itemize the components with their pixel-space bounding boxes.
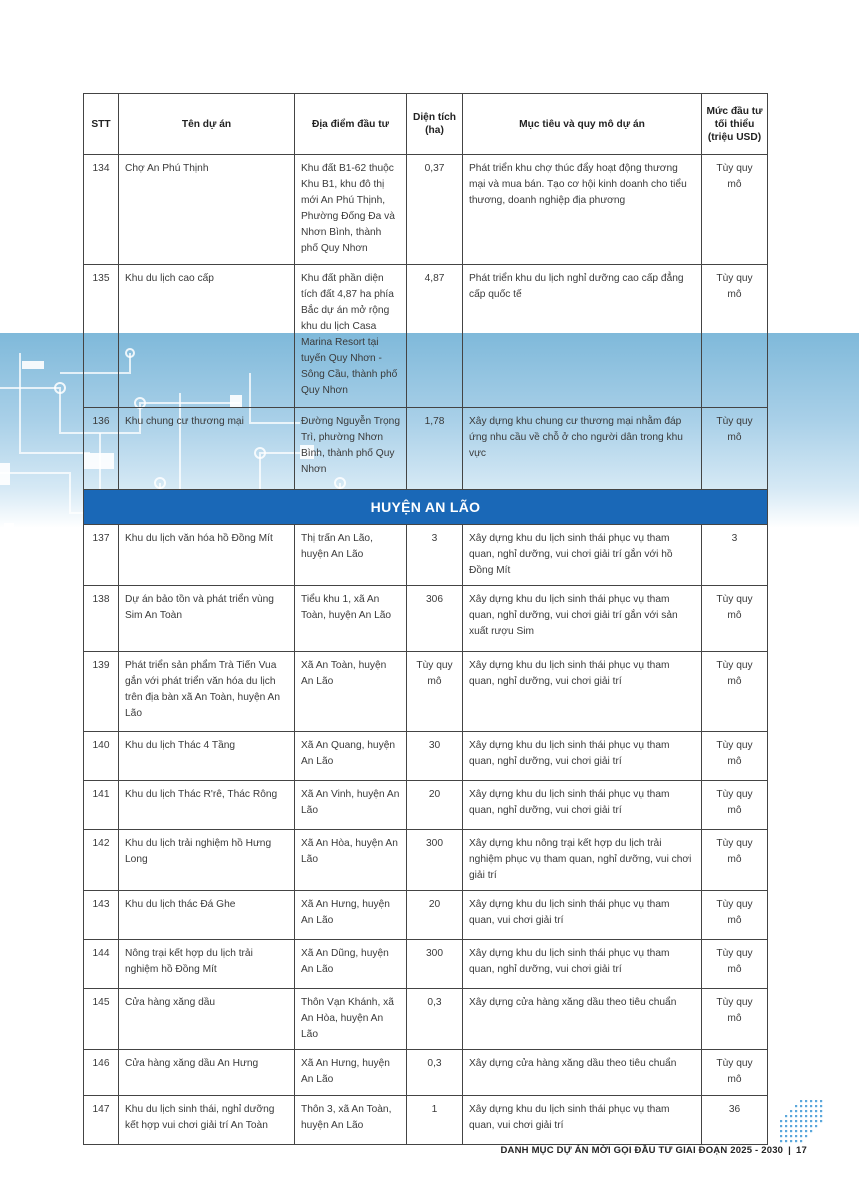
row-goal: Xây dựng khu du lịch sinh thái phục vụ tham quan, vui chơi giải trí	[463, 891, 702, 940]
row-min-investment: Tùy quy mô	[702, 781, 768, 830]
dot	[820, 1115, 822, 1117]
dot	[790, 1125, 792, 1127]
row-min-investment: 3	[702, 525, 768, 586]
row-location: Xã An Dũng, huyện An Lão	[295, 940, 407, 989]
row-area: Tùy quy mô	[407, 652, 463, 732]
row-project-name: Khu du lịch cao cấp	[119, 265, 295, 408]
row-area: 0,3	[407, 1050, 463, 1096]
dot	[795, 1105, 797, 1107]
project-table	[83, 93, 768, 1145]
table-row	[84, 525, 768, 586]
dot	[800, 1105, 802, 1107]
row-stt: 143	[84, 891, 119, 940]
row-project-name: Khu du lịch văn hóa hồ Đồng Mít	[119, 525, 295, 586]
row-location: Thôn 3, xã An Toàn, huyện An Lão	[295, 1096, 407, 1145]
dot	[815, 1110, 817, 1112]
row-project-name: Dự án bảo tồn và phát triển vùng Sim An Toàn	[119, 586, 295, 652]
table-row	[84, 155, 768, 265]
row-min-investment: Tùy quy mô	[702, 652, 768, 732]
dot	[815, 1115, 817, 1117]
dot	[800, 1120, 802, 1122]
dot	[805, 1115, 807, 1117]
row-goal: Phát triển khu du lịch nghỉ dưỡng cao cấp đẳng cấp quốc tế	[463, 265, 702, 408]
dot	[785, 1120, 787, 1122]
row-location: Đường Nguyễn Trọng Trì, phường Nhơn Bình, thành phố Quy Nhơn	[295, 408, 407, 490]
table-row	[84, 940, 768, 989]
dot	[785, 1125, 787, 1127]
row-project-name: Khu chung cư thương mại	[119, 408, 295, 490]
row-area: 300	[407, 940, 463, 989]
row-stt: 135	[84, 265, 119, 408]
dot	[790, 1120, 792, 1122]
row-goal: Xây dựng cửa hàng xăng dầu theo tiêu chuẩn	[463, 989, 702, 1050]
row-min-investment: Tùy quy mô	[702, 940, 768, 989]
dot	[785, 1115, 787, 1117]
dot	[795, 1140, 797, 1142]
table-row	[84, 586, 768, 652]
row-min-investment: Tùy quy mô	[702, 989, 768, 1050]
dot	[810, 1110, 812, 1112]
row-location: Khu đất phần diện tích đất 4,87 ha phía Bắc dự án mở rộng khu du lịch Casa Marina Resort tại tuyến Quy Nhơn - Sông Cầu, thành phố Quy Nhơn	[295, 265, 407, 408]
dot	[805, 1125, 807, 1127]
dot	[800, 1135, 802, 1137]
row-stt: 146	[84, 1050, 119, 1096]
dot	[780, 1135, 782, 1137]
header-goal: Mục tiêu và quy mô dự án	[463, 94, 702, 155]
dot	[805, 1105, 807, 1107]
table-row	[84, 989, 768, 1050]
row-goal: Xây dựng khu du lịch sinh thái phục vụ tham quan, nghỉ dưỡng, vui chơi giải trí gắn với sản xuất rượu Sim	[463, 586, 702, 652]
row-stt: 141	[84, 781, 119, 830]
table-row	[84, 408, 768, 490]
dot	[785, 1130, 787, 1132]
row-stt: 145	[84, 989, 119, 1050]
dot	[785, 1140, 787, 1142]
dot	[815, 1125, 817, 1127]
dot	[795, 1120, 797, 1122]
table-row	[84, 652, 768, 732]
row-location: Khu đất B1-62 thuộc Khu B1, khu đô thị mới An Phú Thịnh, Phường Đống Đa và Nhơn Bình, thành phố Quy Nhơn	[295, 155, 407, 265]
row-min-investment: Tùy quy mô	[702, 732, 768, 781]
dot	[815, 1105, 817, 1107]
row-stt: 147	[84, 1096, 119, 1145]
header-stt: STT	[84, 94, 119, 155]
row-location: Tiểu khu 1, xã An Toàn, huyện An Lão	[295, 586, 407, 652]
row-min-investment: Tùy quy mô	[702, 265, 768, 408]
dot	[810, 1115, 812, 1117]
header-area: Diện tích (ha)	[407, 94, 463, 155]
row-project-name: Khu du lịch trải nghiệm hồ Hưng Long	[119, 830, 295, 891]
dot	[805, 1110, 807, 1112]
row-goal: Phát triển khu chợ thúc đẩy hoạt động thương mại và mua bán. Tạo cơ hội kinh doanh cho tiểu thương, doanh nghiệp địa phương	[463, 155, 702, 265]
table-row	[84, 732, 768, 781]
dot	[805, 1130, 807, 1132]
dot	[800, 1140, 802, 1142]
dot	[805, 1135, 807, 1137]
dot	[820, 1105, 822, 1107]
row-stt: 140	[84, 732, 119, 781]
header-min-investment: Mức đầu tư tối thiểu (triệu USD)	[702, 94, 768, 155]
page-number: 17	[796, 1145, 807, 1156]
dot	[780, 1140, 782, 1142]
row-location: Xã An Vinh, huyện An Lão	[295, 781, 407, 830]
row-goal: Xây dựng khu du lịch sinh thái phục vụ tham quan, nghỉ dưỡng, vui chơi giải trí	[463, 652, 702, 732]
page-footer	[500, 1145, 807, 1156]
row-goal: Xây dựng khu du lịch sinh thái phục vụ tham quan, vui chơi giải trí	[463, 1096, 702, 1145]
dot	[795, 1130, 797, 1132]
dot	[805, 1120, 807, 1122]
row-goal: Xây dựng khu du lịch sinh thái phục vụ tham quan, nghỉ dưỡng, vui chơi giải trí	[463, 781, 702, 830]
row-project-name: Phát triển sản phẩm Trà Tiến Vua gắn với phát triển văn hóa du lịch trên địa bàn xã An Toàn, huyện An Lão	[119, 652, 295, 732]
row-stt: 144	[84, 940, 119, 989]
row-goal: Xây dựng khu chung cư thương mại nhằm đáp ứng nhu cầu về chỗ ở cho người dân trong khu vực	[463, 408, 702, 490]
dot	[790, 1115, 792, 1117]
dot	[795, 1110, 797, 1112]
row-project-name: Cửa hàng xăng dầu	[119, 989, 295, 1050]
table-header-row	[84, 94, 768, 155]
row-location: Thôn Vạn Khánh, xã An Hòa, huyện An Lão	[295, 989, 407, 1050]
dot	[795, 1125, 797, 1127]
table-row	[84, 891, 768, 940]
row-goal: Xây dựng khu du lịch sinh thái phục vụ tham quan, nghỉ dưỡng, vui chơi giải trí	[463, 940, 702, 989]
dot	[790, 1130, 792, 1132]
row-location: Xã An Hòa, huyện An Lão	[295, 830, 407, 891]
row-location: Thị trấn An Lão, huyện An Lão	[295, 525, 407, 586]
row-min-investment: 36	[702, 1096, 768, 1145]
row-area: 300	[407, 830, 463, 891]
dot	[795, 1115, 797, 1117]
dot	[785, 1135, 787, 1137]
table-row	[84, 265, 768, 408]
row-goal: Xây dựng khu du lịch sinh thái phục vụ tham quan, nghỉ dưỡng, vui chơi giải trí	[463, 732, 702, 781]
table-row	[84, 1096, 768, 1145]
dot	[810, 1100, 812, 1102]
table-row	[84, 1050, 768, 1096]
dot	[780, 1130, 782, 1132]
row-stt: 142	[84, 830, 119, 891]
dot	[790, 1135, 792, 1137]
row-project-name: Khu du lịch Thác R'rê, Thác Rông	[119, 781, 295, 830]
dot	[810, 1105, 812, 1107]
row-project-name: Khu du lịch thác Đá Ghe	[119, 891, 295, 940]
dot	[810, 1130, 812, 1132]
dot	[820, 1120, 822, 1122]
row-area: 3	[407, 525, 463, 586]
row-min-investment: Tùy quy mô	[702, 155, 768, 265]
row-goal: Xây dựng khu nông trại kết hợp du lịch trải nghiệm phục vụ tham quan, nghỉ dưỡng, vui chơi giải trí	[463, 830, 702, 891]
row-project-name: Khu du lịch Thác 4 Tầng	[119, 732, 295, 781]
dot	[780, 1120, 782, 1122]
row-min-investment: Tùy quy mô	[702, 1050, 768, 1096]
row-goal: Xây dựng cửa hàng xăng dầu theo tiêu chuẩn	[463, 1050, 702, 1096]
dot-pattern-decoration	[778, 1098, 826, 1144]
row-stt: 137	[84, 525, 119, 586]
dot	[800, 1125, 802, 1127]
dot	[800, 1130, 802, 1132]
dot	[795, 1135, 797, 1137]
row-area: 20	[407, 781, 463, 830]
row-project-name: Chợ An Phú Thịnh	[119, 155, 295, 265]
row-project-name: Khu du lịch sinh thái, nghỉ dưỡng kết hợp vui chơi giải trí An Toàn	[119, 1096, 295, 1145]
row-min-investment: Tùy quy mô	[702, 891, 768, 940]
row-stt: 139	[84, 652, 119, 732]
dot	[810, 1125, 812, 1127]
row-area: 20	[407, 891, 463, 940]
footer-separator: |	[788, 1145, 792, 1156]
row-area: 1	[407, 1096, 463, 1145]
dot	[780, 1125, 782, 1127]
row-location: Xã An Hưng, huyện An Lão	[295, 891, 407, 940]
row-goal: Xây dựng khu du lịch sinh thái phục vụ tham quan, nghỉ dưỡng, vui chơi giải trí gắn với hồ Đồng Mít	[463, 525, 702, 586]
table-row	[84, 830, 768, 891]
row-location: Xã An Hưng, huyện An Lão	[295, 1050, 407, 1096]
row-stt: 138	[84, 586, 119, 652]
dot	[800, 1115, 802, 1117]
row-min-investment: Tùy quy mô	[702, 830, 768, 891]
dot	[820, 1110, 822, 1112]
section-row	[84, 490, 768, 525]
row-project-name: Nông trại kết hợp du lịch trải nghiệm hồ Đồng Mít	[119, 940, 295, 989]
row-location: Xã An Quang, huyện An Lão	[295, 732, 407, 781]
row-stt: 134	[84, 155, 119, 265]
dot	[790, 1110, 792, 1112]
dot	[815, 1120, 817, 1122]
dot	[800, 1100, 802, 1102]
row-area: 0,37	[407, 155, 463, 265]
row-area: 1,78	[407, 408, 463, 490]
row-location: Xã An Toàn, huyện An Lão	[295, 652, 407, 732]
row-min-investment: Tùy quy mô	[702, 408, 768, 490]
row-area: 306	[407, 586, 463, 652]
dot	[790, 1140, 792, 1142]
dot	[815, 1100, 817, 1102]
row-stt: 136	[84, 408, 119, 490]
dot	[810, 1120, 812, 1122]
header-location: Địa điểm đầu tư	[295, 94, 407, 155]
row-area: 4,87	[407, 265, 463, 408]
row-project-name: Cửa hàng xăng dầu An Hưng	[119, 1050, 295, 1096]
section-title: HUYỆN AN LÃO	[84, 490, 768, 525]
dot	[805, 1100, 807, 1102]
row-area: 0,3	[407, 989, 463, 1050]
dot	[800, 1110, 802, 1112]
dot	[820, 1100, 822, 1102]
row-area: 30	[407, 732, 463, 781]
row-min-investment: Tùy quy mô	[702, 586, 768, 652]
table-row	[84, 781, 768, 830]
header-project-name: Tên dự án	[119, 94, 295, 155]
footer-title: DANH MỤC DỰ ÁN MỜI GỌI ĐẦU TƯ GIAI ĐOẠN 2025 - 2030	[500, 1145, 784, 1156]
